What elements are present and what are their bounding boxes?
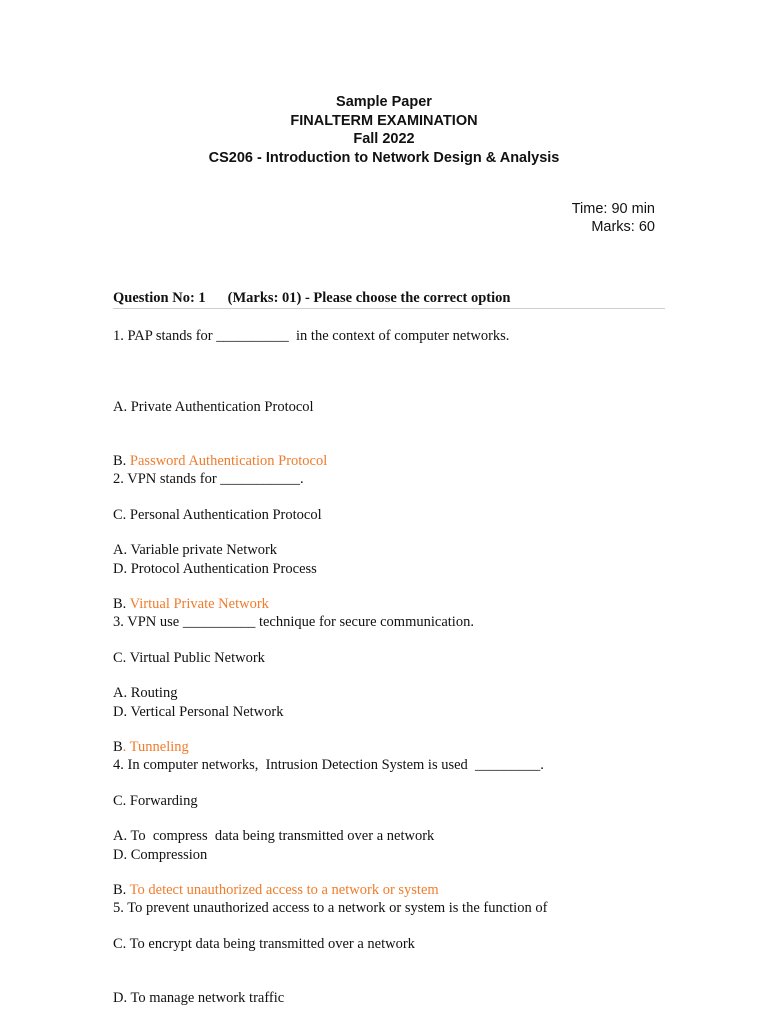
question-stem-2: 2. VPN stands for ___________. xyxy=(113,471,304,487)
option-b: B. To detect unauthorized access to a network or system xyxy=(113,882,439,898)
question-number: Question No: 1 xyxy=(113,290,206,306)
correct-answer: To detect unauthorized access to a network or system xyxy=(126,882,439,898)
option-d: D. Vertical Personal Network xyxy=(113,704,284,720)
paper-type: Sample Paper xyxy=(336,94,432,110)
option-c: C. To encrypt data being transmitted over a network xyxy=(113,936,415,952)
option-a: A. Variable private Network xyxy=(113,542,278,558)
correct-answer: Password Authentication Protocol xyxy=(126,453,328,469)
exam-title: FINALTERM EXAMINATION xyxy=(290,112,478,129)
option-c: C. Forwarding xyxy=(113,793,198,809)
question-header xyxy=(113,289,665,309)
question-stem-5: 5. To prevent unauthorized access to a network or system is the function of xyxy=(113,900,548,916)
question-stem-4: 4. In computer networks, Intrusion Detection System is used _________. xyxy=(113,757,544,773)
correct-answer: . Tunneling xyxy=(122,739,189,755)
option-a: A. To compress data being transmitted over a network xyxy=(113,828,435,844)
question-stem-1: 1. PAP stands for __________ in the context of computer networks. xyxy=(113,328,510,344)
time-label: Time: 90 min xyxy=(571,201,655,217)
marks-label: Marks: 60 xyxy=(591,219,655,235)
option-b: B. Tunneling xyxy=(113,739,189,755)
question-stem-3: 3. VPN use __________ technique for secure communication. xyxy=(113,614,474,630)
option-d: D. Protocol Authentication Process xyxy=(113,561,317,577)
correct-answer: Virtual Private Network xyxy=(126,596,269,612)
option-d: D. To manage network traffic xyxy=(113,990,285,1006)
exam-meta xyxy=(572,200,655,236)
option-a: A. Routing xyxy=(113,685,178,701)
option-b: B. Password Authentication Protocol xyxy=(113,453,328,469)
exam-term: Fall 2022 xyxy=(353,131,415,147)
exam-header xyxy=(0,93,768,167)
course-title: CS206 - Introduction to Network Design & Analysis xyxy=(208,149,560,166)
option-d: D. Compression xyxy=(113,847,208,863)
option-c: C. Virtual Public Network xyxy=(113,650,265,666)
option-c: C. Personal Authentication Protocol xyxy=(113,507,322,523)
option-a: A. Private Authentication Protocol xyxy=(113,399,314,415)
question-marks: (Marks: 01) - Please choose the correct option xyxy=(227,290,511,306)
option-b: B. Virtual Private Network xyxy=(113,596,269,612)
